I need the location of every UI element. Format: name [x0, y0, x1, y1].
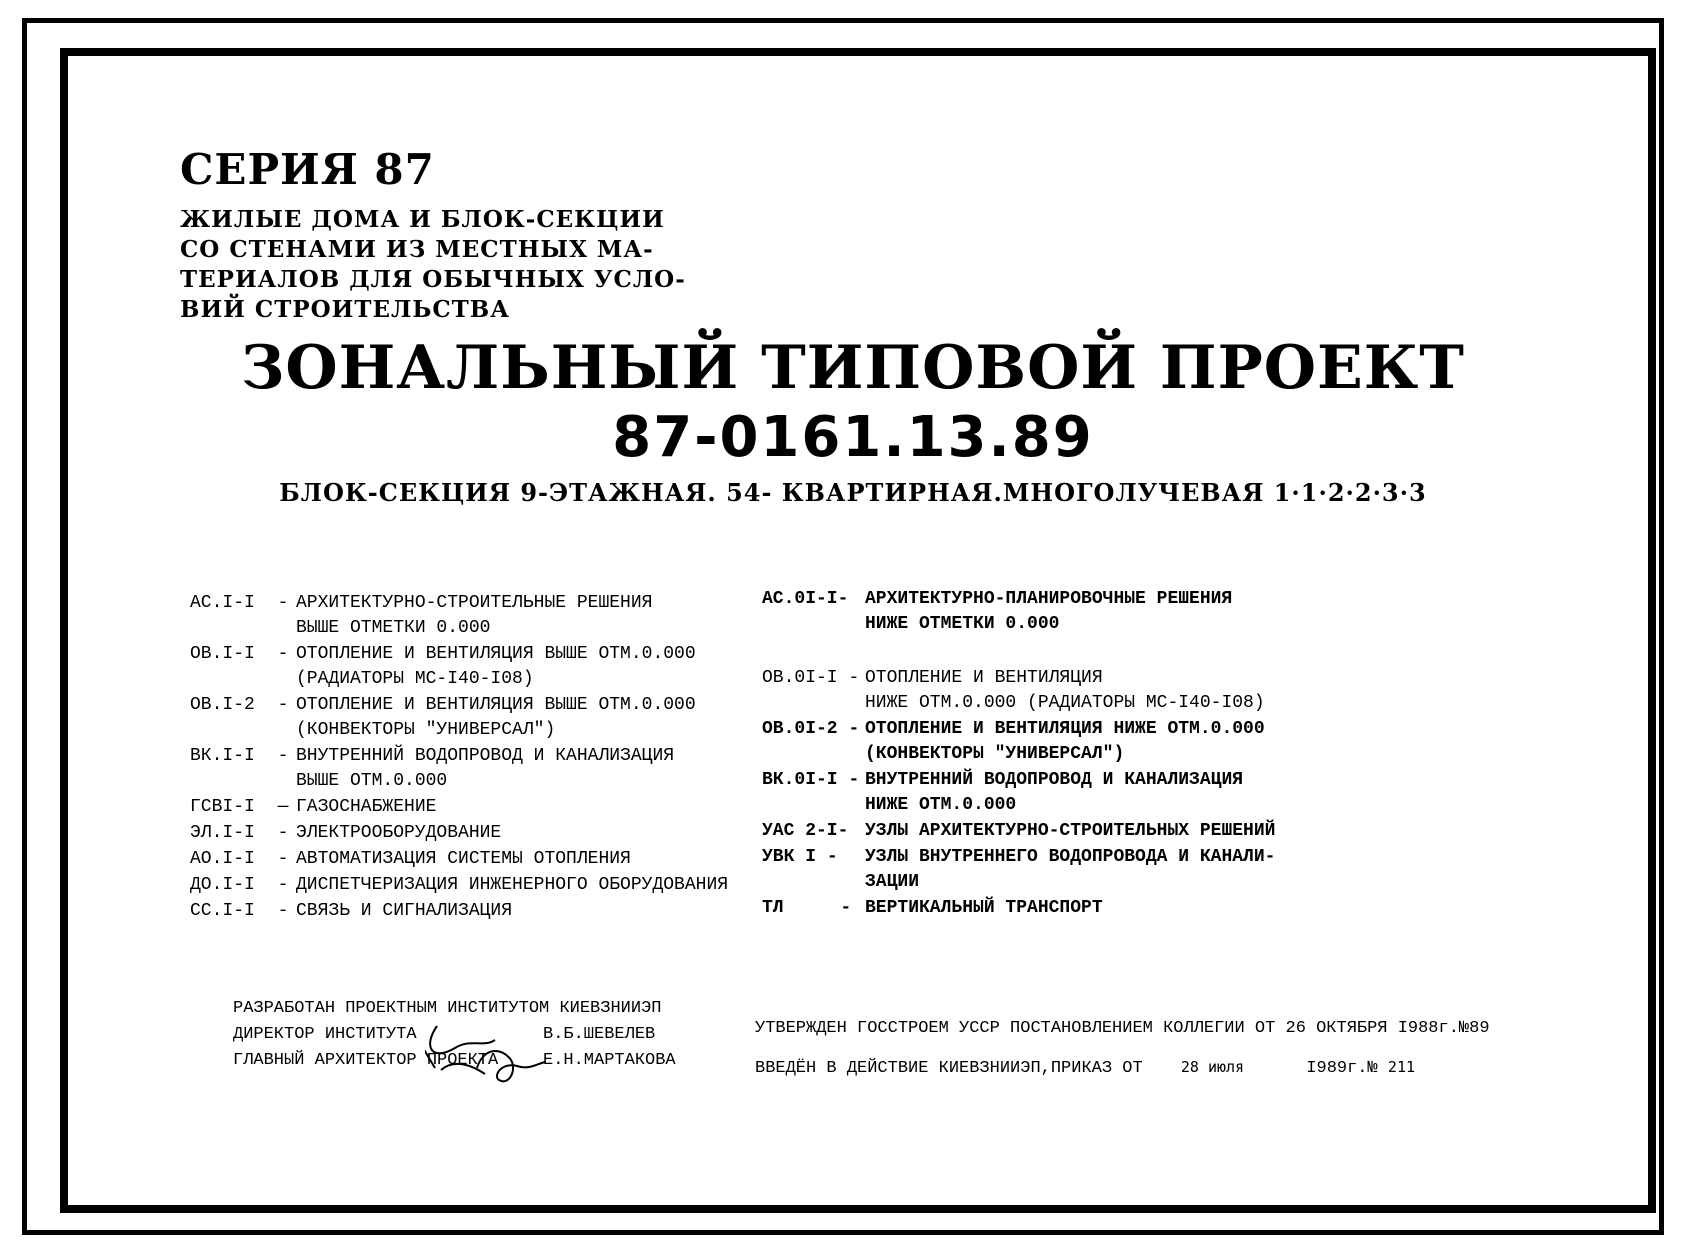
- doc-title: ВНУТРЕННИЙ ВОДОПРОВОД И КАНАЛИЗАЦИЯ: [296, 746, 675, 766]
- list-item: [190, 873, 728, 898]
- doc-dash: -: [277, 823, 289, 843]
- doc-title: УЗЛЫ ВНУТРЕННЕГО ВОДОПРОВОДА И КАНАЛИ-: [865, 847, 1276, 867]
- doc-dash: -: [277, 901, 289, 921]
- left-document-list: [190, 591, 728, 925]
- doc-dash: -: [277, 849, 289, 869]
- list-item: [762, 717, 1275, 767]
- doc-dash: -: [277, 746, 289, 766]
- doc-title: ВНУТРЕННИЙ ВОДОПРОВОД И КАНАЛИЗАЦИЯ: [865, 770, 1244, 790]
- list-item: [762, 819, 1275, 844]
- list-item: [762, 845, 1275, 895]
- signature-scribbles: [425, 1018, 565, 1098]
- enactment-year: I989г.№: [1306, 1059, 1378, 1078]
- doc-code: СС.I-I: [190, 901, 255, 921]
- developed-by: РАЗРАБОТАН ПРОЕКТНЫМ ИНСТИТУТОМ КИЕВЗНИИЭП: [233, 999, 662, 1018]
- doc-title: АРХИТЕКТУРНО-ПЛАНИРОВОЧНЫЕ РЕШЕНИЯ: [865, 589, 1233, 609]
- doc-title: ЭЛЕКТРООБОРУДОВАНИЕ: [296, 823, 502, 843]
- doc-code: УВК I -: [762, 847, 838, 867]
- doc-code: ВК.0I-I -: [762, 770, 860, 790]
- doc-dash: -: [277, 695, 289, 715]
- doc-title: УЗЛЫ АРХИТЕКТУРНО-СТРОИТЕЛЬНЫХ РЕШЕНИЙ: [865, 821, 1276, 841]
- series-description: [180, 205, 686, 325]
- doc-dash: —: [277, 797, 289, 817]
- list-item: [190, 693, 728, 743]
- director-role: ДИРЕКТОР ИНСТИТУТА: [233, 1025, 417, 1044]
- doc-code: АО.I-I: [190, 849, 255, 869]
- series-title: СЕРИЯ 87: [180, 145, 435, 194]
- doc-title: ВЫШЕ ОТМЕТКИ 0.000: [296, 618, 491, 638]
- doc-code: ЭЛ.I-I: [190, 823, 255, 843]
- doc-code: ДО.I-I: [190, 875, 255, 895]
- doc-title: НИЖЕ ОТМ.0.000: [865, 795, 1017, 815]
- doc-title: ВЫШЕ ОТМ.0.000: [296, 771, 448, 791]
- doc-title: НИЖЕ ОТМ.0.000 (РАДИАТОРЫ МС-I40-I08): [865, 693, 1265, 713]
- series-description-line: ЖИЛЫЕ ДОМА И БЛОК-СЕКЦИИ: [180, 206, 665, 233]
- doc-title: ОТОПЛЕНИЕ И ВЕНТИЛЯЦИЯ ВЫШЕ ОТМ.0.000: [296, 695, 696, 715]
- project-heading: ЗОНАЛЬНЫЙ ТИПОВОЙ ПРОЕКТ: [241, 333, 1465, 403]
- enactment-date: 28 июля: [1180, 1058, 1245, 1076]
- doc-code: ВК.I-I: [190, 746, 255, 766]
- doc-code: ГСВI-I: [190, 797, 255, 817]
- doc-title: (КОНВЕКТОРЫ "УНИВЕРСАЛ"): [865, 744, 1125, 764]
- approval-block: [755, 1010, 1490, 1088]
- doc-dash: -: [277, 593, 289, 613]
- doc-title: НИЖЕ ОТМЕТКИ 0.000: [865, 614, 1060, 634]
- right-document-list: [762, 587, 1275, 922]
- doc-title: (КОНВЕКТОРЫ "УНИВЕРСАЛ"): [296, 720, 556, 740]
- doc-code: ОВ.0I-2 -: [762, 719, 860, 739]
- doc-code: ОВ.I-2: [190, 695, 255, 715]
- series-description-line: СО СТЕНАМИ ИЗ МЕСТНЫХ МА-: [180, 236, 654, 263]
- list-item: [762, 666, 1275, 716]
- doc-title: ДИСПЕТЧЕРИЗАЦИЯ ИНЖЕНЕРНОГО ОБОРУДОВАНИЯ: [296, 875, 729, 895]
- list-item: [190, 642, 728, 692]
- doc-title: АРХИТЕКТУРНО-СТРОИТЕЛЬНЫЕ РЕШЕНИЯ: [296, 593, 653, 613]
- doc-title: СВЯЗЬ И СИГНАЛИЗАЦИЯ: [296, 901, 513, 921]
- enactment-number: 211: [1387, 1058, 1416, 1076]
- series-description-line: ВИЙ СТРОИТЕЛЬСТВА: [180, 296, 510, 323]
- doc-dash: -: [277, 644, 289, 664]
- doc-code: ОВ.0I-I -: [762, 668, 860, 688]
- list-item: [190, 744, 728, 794]
- list-item: [190, 821, 728, 846]
- doc-title: ВЕРТИКАЛЬНЫЙ ТРАНСПОРТ: [865, 898, 1103, 918]
- doc-code: УАС 2-I-: [762, 821, 849, 841]
- approval-statement: УТВЕРЖДЕН ГОССТРОЕМ УССР ПОСТАНОВЛЕНИЕМ КОЛЛЕГИИ ОТ 26 ОКТЯБРЯ I988г.№89: [755, 1019, 1490, 1038]
- doc-code: ОВ.I-I: [190, 644, 255, 664]
- list-item: [762, 768, 1275, 818]
- architect-role: ГЛАВНЫЙ АРХИТЕКТОР ПРОЕКТА: [233, 1051, 499, 1070]
- doc-dash: -: [277, 875, 289, 895]
- doc-code: АС.I-I: [190, 593, 255, 613]
- list-item: [190, 795, 728, 820]
- project-code: 87-0161.13.89: [612, 405, 1094, 470]
- doc-title: ОТОПЛЕНИЕ И ВЕНТИЛЯЦИЯ ВЫШЕ ОТМ.0.000: [296, 644, 696, 664]
- series-description-line: ТЕРИАЛОВ ДЛЯ ОБЫЧНЫХ УСЛО-: [180, 266, 686, 293]
- doc-title: ОТОПЛЕНИЕ И ВЕНТИЛЯЦИЯ: [865, 668, 1103, 688]
- list-item: [762, 896, 1275, 921]
- doc-title: ГАЗОСНАБЖЕНИЕ: [296, 797, 437, 817]
- project-subtitle: БЛОК-СЕКЦИЯ 9-ЭТАЖНАЯ. 54- КВАРТИРНАЯ.МНОГОЛУЧЕВАЯ 1·1·2·2·3·3: [279, 478, 1427, 507]
- doc-title: АВТОМАТИЗАЦИЯ СИСТЕМЫ ОТОПЛЕНИЯ: [296, 849, 631, 869]
- doc-title: (РАДИАТОРЫ МС-I40-I08): [296, 669, 534, 689]
- doc-title: ЗАЦИИ: [865, 872, 920, 892]
- doc-code: АС.0I-I-: [762, 589, 849, 609]
- architect-name: Е.Н.МАРТАКОВА: [543, 1051, 676, 1070]
- doc-title: ОТОПЛЕНИЕ И ВЕНТИЛЯЦИЯ НИЖЕ ОТМ.0.000: [865, 719, 1265, 739]
- list-item: [762, 587, 1275, 637]
- list-item: [190, 899, 728, 924]
- doc-code: ТЛ -: [762, 898, 852, 918]
- director-name: В.Б.ШЕВЕЛЕВ: [543, 1025, 656, 1044]
- list-item: [190, 591, 728, 641]
- enactment-statement: ВВЕДЁН В ДЕЙСТВИЕ КИЕВЗНИИЭП,ПРИКАЗ ОТ: [755, 1059, 1143, 1078]
- list-item: [190, 847, 728, 872]
